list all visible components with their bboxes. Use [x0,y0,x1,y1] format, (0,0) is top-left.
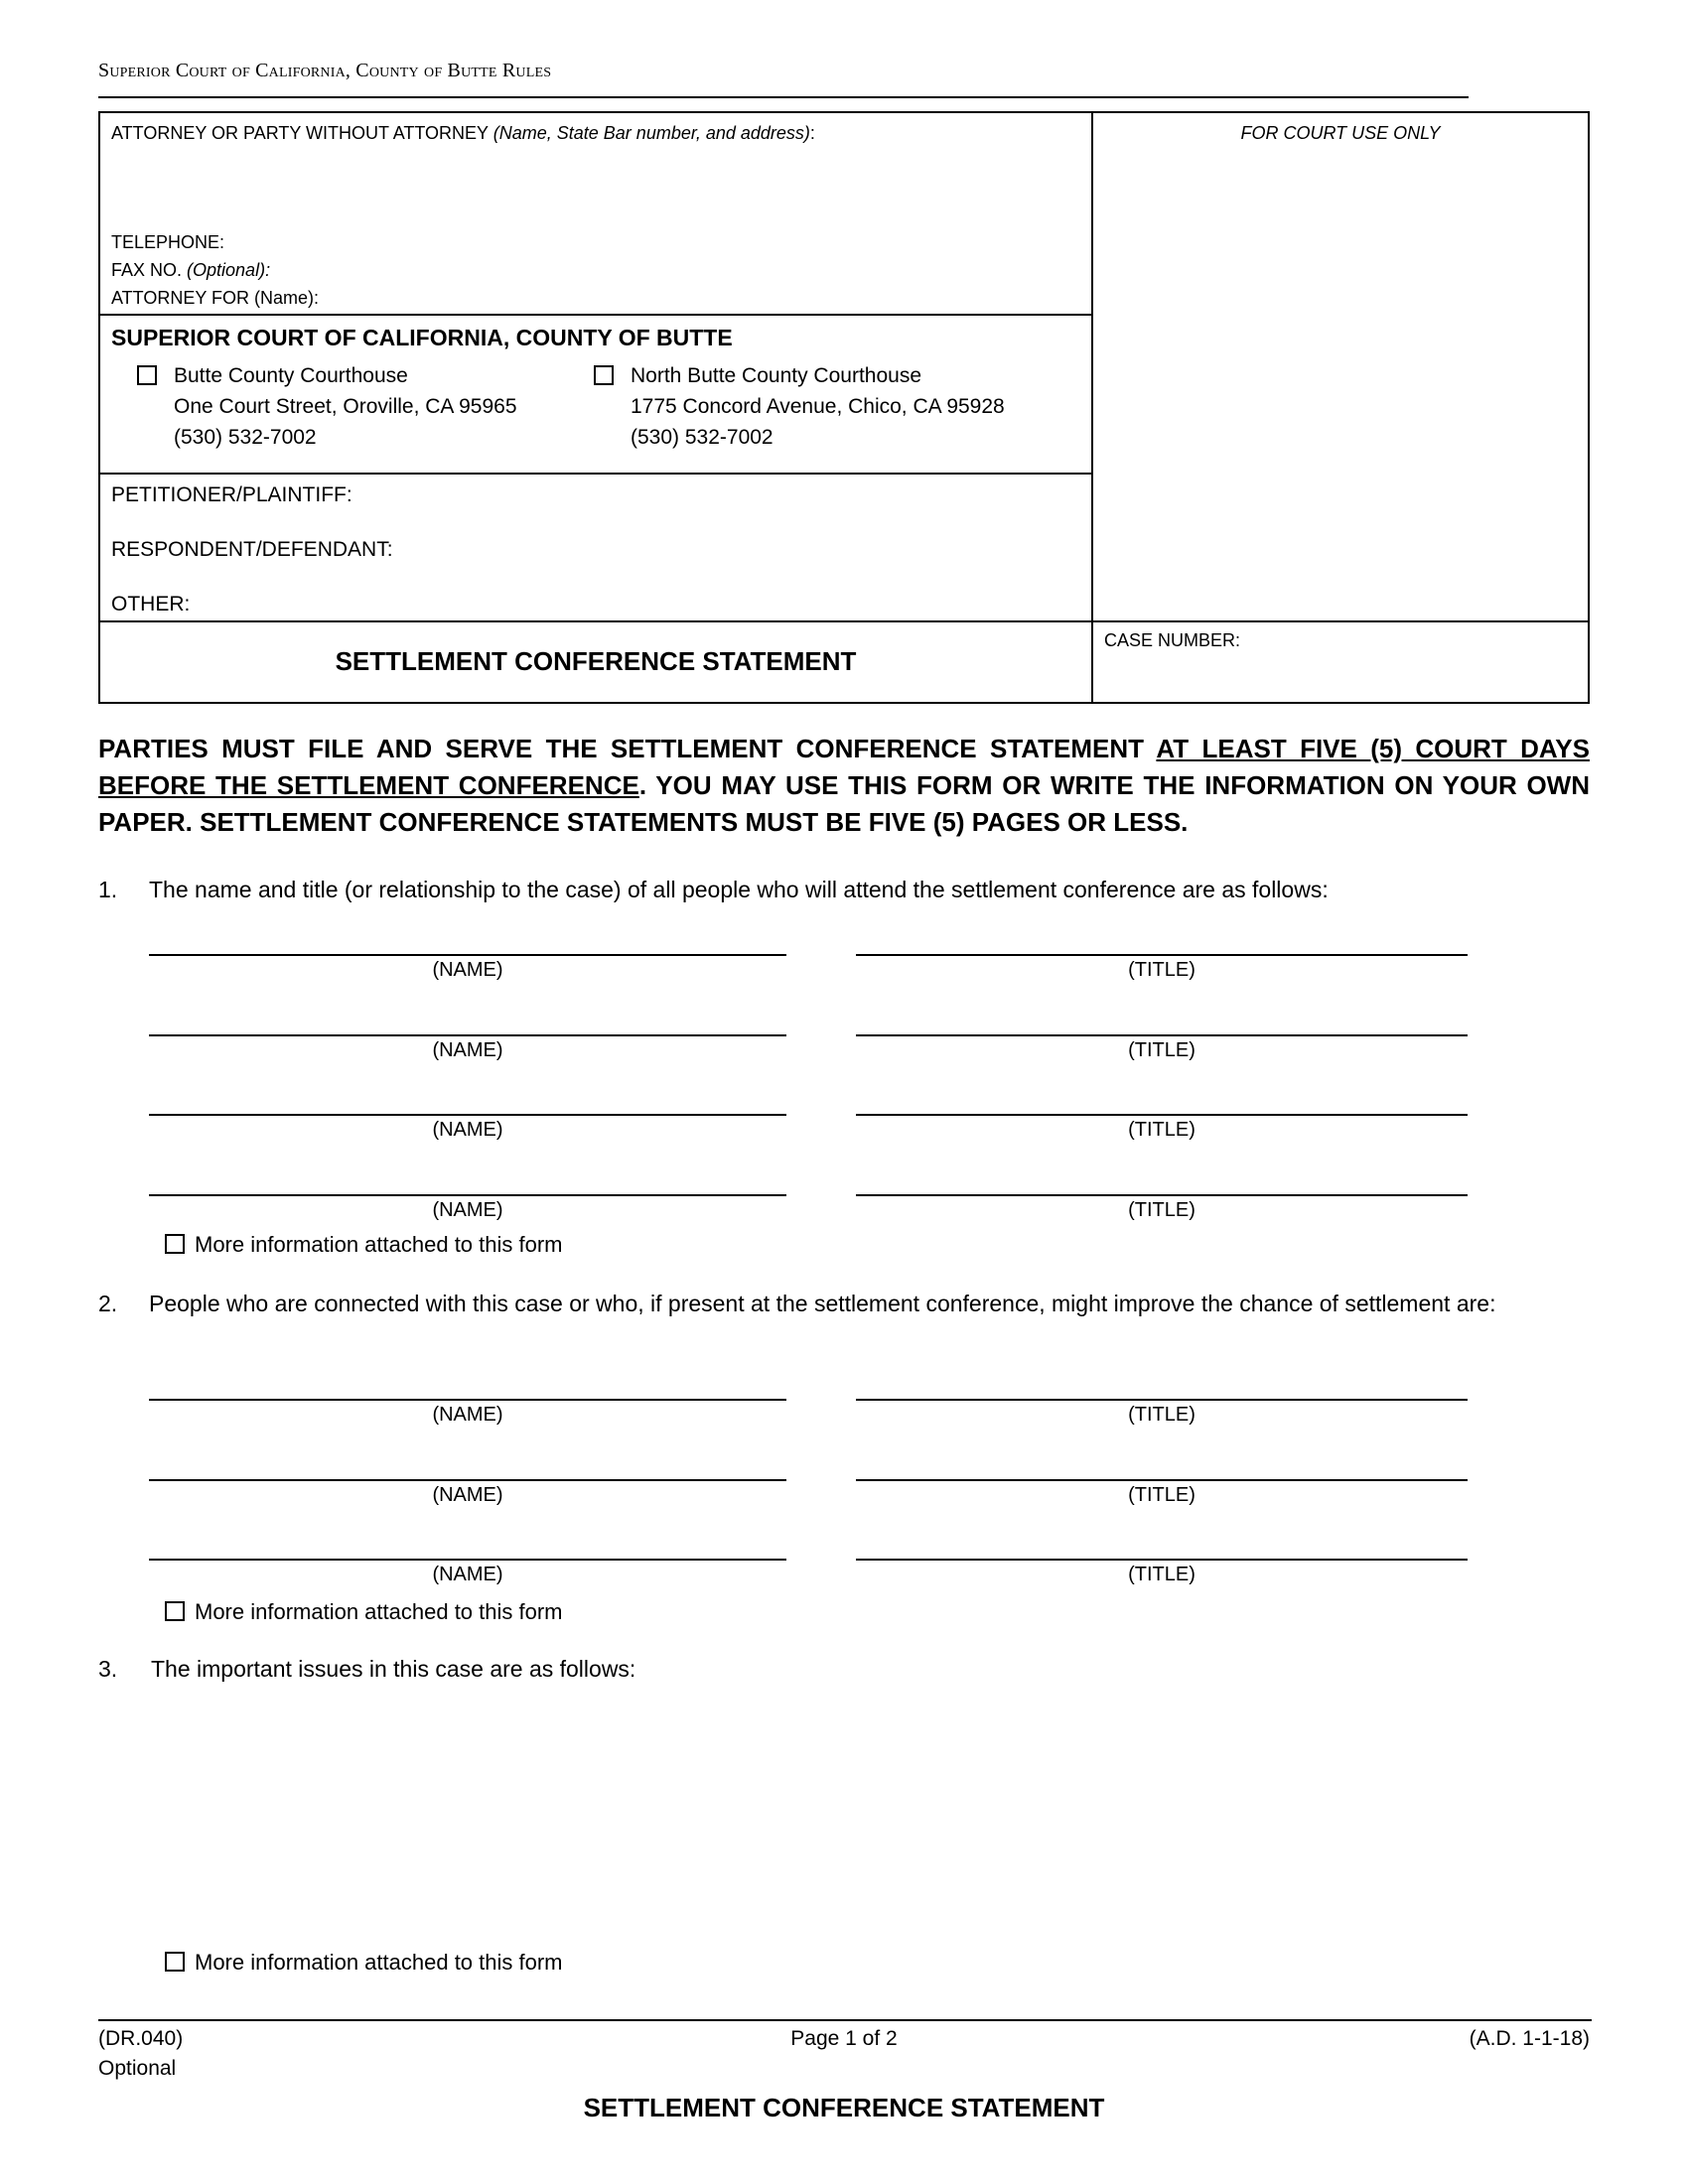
more-info-2 [165,1598,563,1626]
revision-date: (A.D. 1-1-18) [1469,2027,1590,2050]
case-number-label: CASE NUMBER: [1104,630,1241,650]
name-caption: (NAME) [432,1484,503,1506]
attorney-label: ATTORNEY OR PARTY WITHOUT ATTORNEY (Name, State Bar number, and address): [111,123,815,143]
more-info-3-checkbox[interactable] [165,1952,185,1972]
page-number: Page 1 of 2 [790,2027,898,2050]
name-caption: (NAME) [432,1039,503,1061]
item-1-text: The name and title (or relationship to the case) of all people who will attend the settlement conference are as follows: [149,877,1329,902]
court-box [98,314,1093,475]
more-info-label: More information attached to this form [195,1232,563,1257]
connected-name-line-2[interactable] [149,1479,786,1481]
courthouse-chico-name: North Butte County Courthouse [631,364,921,387]
title-caption: (TITLE) [1128,1039,1196,1061]
more-info-1 [165,1231,563,1259]
form-title: SETTLEMENT CONFERENCE STATEMENT [335,646,857,676]
courthouse-chico [631,360,1005,453]
case-number-box[interactable] [1091,620,1590,704]
court-use-box [1091,111,1590,622]
header-rule [98,96,1469,98]
form-optional: Optional [98,2057,177,2080]
courthouse-oroville-checkbox[interactable] [137,365,157,385]
title-caption: (TITLE) [1128,1484,1196,1506]
connected-name-line-1[interactable] [149,1399,786,1401]
item-2-number: 2. [98,1291,118,1316]
item-3-text: The important issues in this case are as follows: [151,1656,636,1682]
courthouse-chico-checkbox[interactable] [594,365,614,385]
title-caption: (TITLE) [1128,1119,1196,1141]
attorney-info-box[interactable] [98,111,1093,316]
respondent-label[interactable]: RESPONDENT/DEFENDANT: [111,538,393,561]
attendee-title-line-1[interactable] [856,954,1468,956]
issues-input-area[interactable] [149,1693,1589,1941]
more-info-label: More information attached to this form [195,1599,563,1624]
connected-title-line-3[interactable] [856,1559,1468,1561]
footer-rule [98,2019,1592,2021]
item-1-number: 1. [98,877,118,902]
name-caption: (NAME) [432,1564,503,1585]
courthouse-oroville-address: One Court Street, Oroville, CA 95965 [174,395,517,418]
attendee-name-line-3[interactable] [149,1114,786,1116]
courthouse-chico-phone: (530) 532-7002 [631,426,774,449]
title-caption: (TITLE) [1128,1199,1196,1221]
name-caption: (NAME) [432,959,503,981]
fax-label: FAX NO. (Optional): [111,260,271,280]
item-3-number: 3. [98,1656,118,1682]
courthouse-oroville-name: Butte County Courthouse [174,364,408,387]
more-info-1-checkbox[interactable] [165,1234,185,1254]
name-caption: (NAME) [432,1119,503,1141]
attendee-name-line-2[interactable] [149,1034,786,1036]
attorney-for-label: ATTORNEY FOR (Name): [111,288,320,308]
other-label[interactable]: OTHER: [111,593,191,615]
filing-notice: PARTIES MUST FILE AND SERVE THE SETTLEMENT CONFERENCE STATEMENT AT LEAST FIVE (5) COURT DAYS BEFORE THE SETTLEMENT CONFERENCE. YOU MAY USE THIS FORM OR WRITE THE INFORMATION ON YOUR OWN PAPER. SETTLEMENT CONFERENCE STATEMENTS MUST BE FIVE (5) PAGES OR LESS. [98,734,1590,837]
attendee-name-line-1[interactable] [149,954,786,956]
title-caption: (TITLE) [1128,959,1196,981]
connected-name-line-3[interactable] [149,1559,786,1561]
rule-header: Superior Court of California, County of Butte Rules [98,60,552,81]
more-info-3 [165,1949,563,1977]
parties-box [98,473,1093,622]
title-caption: (TITLE) [1128,1564,1196,1585]
courthouse-chico-address: 1775 Concord Avenue, Chico, CA 95928 [631,395,1005,418]
item-2-text: People who are connected with this case or who, if present at the settlement conference, might improve the chance of settlement are: [149,1291,1496,1316]
attendee-title-line-3[interactable] [856,1114,1468,1116]
more-info-label: More information attached to this form [195,1950,563,1975]
form-title-box [98,620,1093,704]
courthouse-oroville [174,360,517,453]
court-name: SUPERIOR COURT OF CALIFORNIA, COUNTY OF BUTTE [111,325,733,350]
attendee-name-line-4[interactable] [149,1194,786,1196]
more-info-2-checkbox[interactable] [165,1601,185,1621]
footer-title: SETTLEMENT CONFERENCE STATEMENT [583,2093,1105,2122]
connected-title-line-2[interactable] [856,1479,1468,1481]
courthouse-oroville-phone: (530) 532-7002 [174,426,317,449]
telephone-label: TELEPHONE: [111,232,225,252]
attendee-title-line-4[interactable] [856,1194,1468,1196]
title-caption: (TITLE) [1128,1404,1196,1426]
connected-title-line-1[interactable] [856,1399,1468,1401]
petitioner-label[interactable]: PETITIONER/PLAINTIFF: [111,483,352,506]
name-caption: (NAME) [432,1404,503,1426]
name-caption: (NAME) [432,1199,503,1221]
form-code: (DR.040) [98,2027,184,2050]
attendee-title-line-2[interactable] [856,1034,1468,1036]
court-use-label: FOR COURT USE ONLY [1240,123,1441,143]
